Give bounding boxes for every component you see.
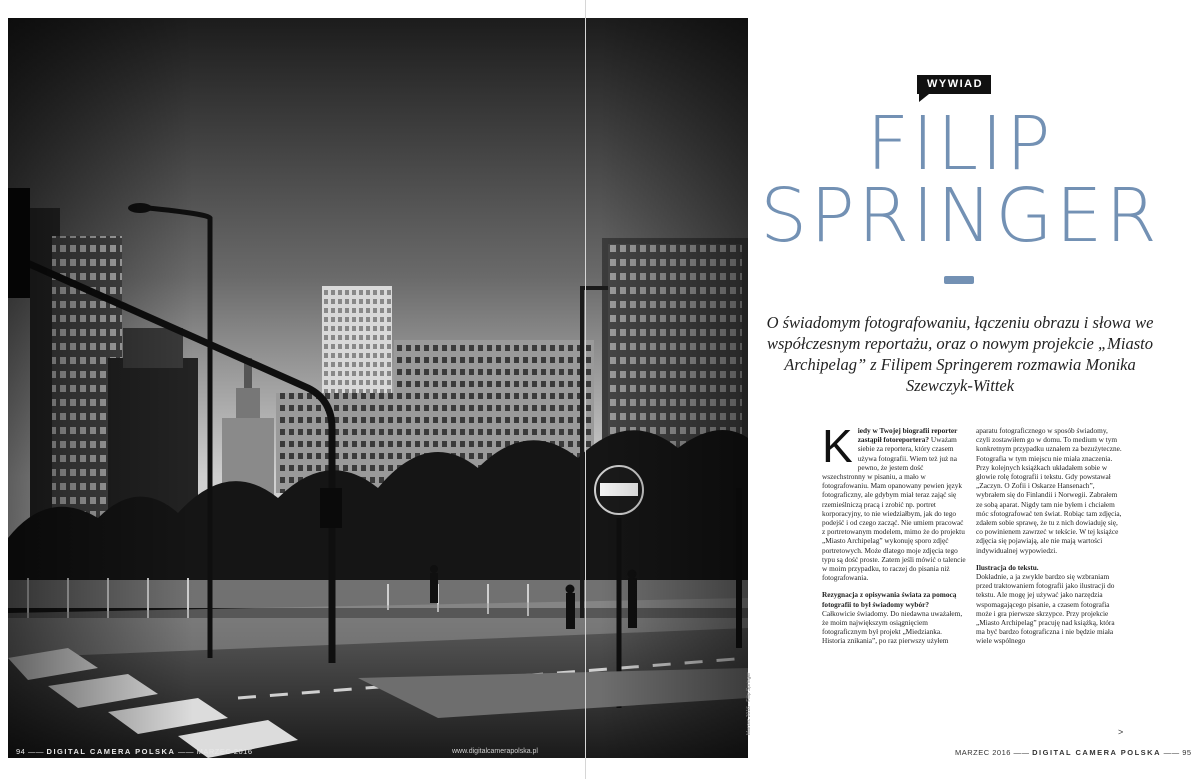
page-number-left: 94 [16,747,26,756]
issue-right: MARZEC 2016 [955,748,1011,757]
answer-2: Całkowicie świadomy. Do niedawna uważałem, że moim największym osiągnięciem fotograficznym był projekt „Miedzianka. Historia znikania”, po raz pierwszy użyłem [822,608,963,646]
magazine-name-left: DIGITAL CAMERA POLSKA [46,747,176,756]
continue-arrow-icon: > [1118,727,1124,737]
title-divider [944,276,974,284]
issue-left: MARZEC 2016 [196,747,253,756]
question-1: iedy w Twojej biografii reporter zastąpił fotoreportera? [857,426,958,445]
article-lede: O świadomym fotografowaniu, łączeniu obrazu i słowa we współczesnym reportażu, oraz o nowym projekcie „Miasto Archipelag” z Filipem Springerem rozmawia Monika Szewczyk-Wittek [766,313,1154,395]
website-url: www.digitalcamerapolska.pl [452,748,538,755]
drop-cap: K [822,420,853,472]
magazine-name-right: DIGITAL CAMERA POLSKA [1032,748,1161,757]
answer-2-continued: aparatu fotograficznego w sposób świadomy, czyli zostawiłem go w domu. To medium w tym konkretnym przypadku uznałem za bezużyteczne. Fotografia w tym miejscu nie miała znaczenia. Przy kolejnych książkach układałem sobie w głowie rolę fotografii i tekstu. Gdy powstawał „Zaczyn. O Zofii i Oskarze Hansenach”, wybrałem się do Finlandii i Norwegii. Zabrałem ze sobą aparat. Nigdy tam nie byłem i chciałem móc sfotografować ten świat. Robiąc tam zdjęcia, zdałem sobie sprawę, że tu z nich dowiaduję się, co powinienem zawrzeć w tekście. W tej książce zdjęcia się pojawiają, ale nie mają wartości indywidualnej wypowiedzi. [976,426,1122,555]
photo-credit: Marzec 2016 · Filip Springer [746,672,752,735]
question-3: Ilustracja do tekstu. [976,562,1039,572]
title-last-name: SPRINGER [760,173,1160,259]
body-column-2 [976,426,1122,646]
folio-left: 94 —— DIGITAL CAMERA POLSKA —— MARZEC 2016 [16,747,253,756]
article-title [760,101,1160,259]
answer-1: Uważam siebie za reportera, który czasem używa fotografii. Wiem też już na pewno, że jestem dość wszechstronny w pisaniu, a mało w fotografowaniu. Mam opanowany pewien język fotograficzny, ale gdybym miał teraz zająć się rzemieślniczą pracą i zrobić np. portret korporacyjny, to nie wiedziałbym, jak do tego podejść i od czego zacząć. Nie umiem pracować z portretowanym modelem, mimo że do projektu „Miasto Archipelag” wykonuję sporo zdjęć portretowych. Może dlatego moje zdjęcia tego typu są dość proste. Zatem jeśli mówić o talencie w moim przypadku, to raczej do pisania niż fotografowania. [822,435,966,583]
question-2: Rezygnacja z opisywania świata za pomocą fotografii to był świadomy wybór? [822,590,957,609]
cityscape-photo [8,18,748,758]
body-column-1 [822,420,966,646]
answer-3: Dokładnie, a ja zwykle bardzo się wzbraniam przed traktowaniem fotografii jako ilustracji do tekstu. Ale mogę jej używać jako narzędzia wspomagającego pisanie, a czasem fotografia może i gra pierwsze skrzypce. Przy projekcie „Miasto Archipelag” pracuję nad książką, która ma być bardzo fotograficzna i nie będzie miała wiele wspólnego [976,572,1115,646]
page-gutter [585,0,586,779]
section-tag: WYWIAD [917,75,991,94]
page-number-right: 95 [1182,748,1192,757]
folio-right: MARZEC 2016 —— DIGITAL CAMERA POLSKA —— 95 [955,748,1192,757]
title-first-name: FILIP [866,101,1054,187]
